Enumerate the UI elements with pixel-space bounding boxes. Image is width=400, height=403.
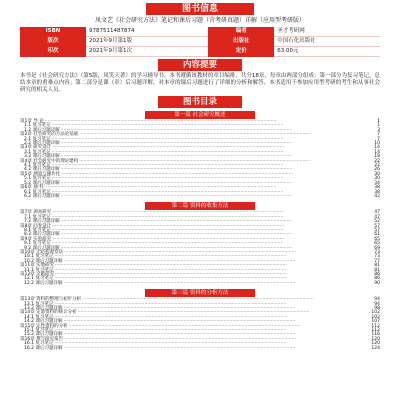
toc-page-number: 90 bbox=[374, 280, 380, 286]
toc-entry-title: 4.1 复习笔记 bbox=[24, 163, 51, 169]
toc-page-number: 107 bbox=[371, 319, 380, 325]
book-title: 凤文艺《社会研究方法》笔记和课后习题（含考研真题）详解（应用型考研版） bbox=[94, 17, 305, 24]
toc-page-number: 1 bbox=[377, 123, 380, 129]
info-label: 印次 bbox=[20, 47, 86, 57]
toc-section-row bbox=[20, 195, 380, 199]
toc-page-number: 61 bbox=[374, 232, 380, 238]
book-info-page bbox=[20, 3, 380, 351]
toc-entry-title: 3.1 复习笔记 bbox=[24, 149, 51, 155]
toc-entry-title: 4.2 课后习题详解 bbox=[24, 167, 60, 173]
toc-page-number: 112 bbox=[371, 323, 380, 329]
toc-page-number: 30 bbox=[374, 176, 380, 182]
toc-entry-title: 第2章 社会研究的方法论基础 bbox=[20, 132, 79, 138]
toc-page-number: 102 bbox=[371, 314, 380, 320]
toc-entry-title: 8.1 复习笔记 bbox=[24, 227, 51, 233]
toc-page-number: 22 bbox=[374, 158, 380, 164]
toc-part-header: 第一篇 社会研究概述 bbox=[145, 111, 255, 119]
toc-entry-title: 16.1 复习笔记 bbox=[24, 341, 54, 347]
info-label: 出版社 bbox=[208, 37, 274, 47]
toc-page-number: 98 bbox=[374, 306, 380, 312]
toc-page-number: 30 bbox=[374, 171, 380, 177]
toc-page-number: 69 bbox=[374, 245, 380, 251]
toc-leader-dots bbox=[63, 347, 370, 351]
toc-entry-title: 13.1 复习笔记 bbox=[24, 301, 54, 307]
toc-page-number: 124 bbox=[371, 345, 380, 351]
toc-page-number: 3 bbox=[377, 127, 380, 133]
toc-page-number: 57 bbox=[374, 227, 380, 233]
toc-entry-title: 15.2 课后习题详解 bbox=[24, 332, 63, 338]
toc-page-number: 10 bbox=[374, 141, 380, 147]
toc-page-number: 26 bbox=[374, 167, 380, 173]
toc-page-number: 120 bbox=[371, 341, 380, 347]
info-row bbox=[20, 27, 380, 37]
toc-page-number: 7 bbox=[377, 132, 380, 138]
table-of-contents bbox=[20, 111, 380, 351]
info-label: 定价 bbox=[208, 47, 274, 57]
toc-section-row bbox=[20, 347, 380, 351]
toc-page-number: 86 bbox=[374, 276, 380, 282]
info-label: ISBN bbox=[20, 27, 86, 37]
toc-page-number: 65 bbox=[374, 236, 380, 242]
toc-entry-title: 第1章 导 论 bbox=[20, 119, 44, 124]
toc-entry-title: 14.2 课后习题详解 bbox=[24, 319, 63, 325]
toc-entry-title: 6.2 课后习题详解 bbox=[24, 193, 60, 199]
toc-page-number: 81 bbox=[374, 263, 380, 269]
info-value: 2021年9月第1次 bbox=[86, 47, 208, 57]
info-value: 9787511487874 bbox=[86, 27, 208, 37]
info-value: 2021年9月第1版 bbox=[86, 37, 208, 47]
toc-page-number: 52 bbox=[374, 219, 380, 225]
toc-entry-title: 第14章 定量资料的统计分析 bbox=[20, 310, 77, 316]
toc-page-number: 18 bbox=[374, 154, 380, 160]
toc-entry-title: 第15章 定性资料的分析 bbox=[20, 323, 68, 329]
toc-entry-title: 第11章 实地研究 bbox=[20, 263, 55, 269]
toc-page-number: 94 bbox=[374, 297, 380, 303]
toc-page-number: 14 bbox=[374, 149, 380, 155]
toc-leader-dots bbox=[63, 282, 373, 286]
toc-entry-title: 第8章 问卷设计 bbox=[20, 223, 52, 229]
info-row bbox=[20, 37, 380, 47]
toc-entry-title: 14.1 复习笔记 bbox=[24, 314, 54, 320]
book-info-table bbox=[20, 27, 380, 57]
toc-banner: 图书目录 bbox=[158, 96, 242, 108]
info-label: 编者 bbox=[208, 27, 274, 37]
info-value: 圣才考研网 bbox=[274, 27, 380, 37]
info-label: 版次 bbox=[20, 37, 86, 47]
toc-part-header: 第二篇 资料的收集方法 bbox=[145, 202, 255, 210]
toc-page-number: 65 bbox=[374, 241, 380, 247]
info-row bbox=[20, 47, 380, 57]
toc-entry-title: 12.1 复习笔记 bbox=[24, 276, 54, 282]
toc-entry-title: 9.1 复习笔记 bbox=[24, 241, 51, 247]
toc-page-number: 73 bbox=[374, 254, 380, 260]
toc-page-number: 102 bbox=[371, 310, 380, 316]
toc-entry-title: 1.1 复习笔记 bbox=[24, 123, 51, 129]
summary-banner: 内容提要 bbox=[158, 59, 242, 71]
toc-section-row bbox=[20, 282, 380, 286]
toc-entry-title: 12.2 课后习题详解 bbox=[24, 280, 63, 286]
toc-entry-title: 2.2 课后习题详解 bbox=[24, 141, 60, 147]
toc-page-number: 42 bbox=[374, 193, 380, 199]
toc-page-number: 7 bbox=[377, 136, 380, 142]
toc-page-number: 38 bbox=[374, 185, 380, 191]
summary-text: 本书是《社会研究方法》（第5版，风笑天著）的学习辅导书。本书遵循该教材的章目编排，共分18章，每章由两部分组成：第一部分为复习笔记，总结本章的重难点内容；第二部分是课（章）后习题详解，对本章的课后习题进行了详细的分析和解答。本书适用于参加应用型考研的考生和从事社会研究的相关人员。 bbox=[20, 73, 380, 93]
toc-entry-title: 第13章 资料的整理与初步分析 bbox=[20, 297, 82, 303]
toc-entry-title: 第5章 测量与操作化 bbox=[20, 171, 61, 177]
toc-entry-title: 7.1 复习笔记 bbox=[24, 214, 51, 220]
toc-page-number: 1 bbox=[377, 119, 380, 124]
toc-entry-title: 第7章 调查研究 bbox=[20, 210, 52, 216]
toc-entry-title: 6.1 复习笔记 bbox=[24, 189, 51, 195]
toc-page-number: 47 bbox=[374, 210, 380, 216]
toc-page-number: 73 bbox=[374, 249, 380, 255]
toc-entry-title: 10.2 课后习题详解 bbox=[24, 258, 63, 264]
toc-page-number: 112 bbox=[371, 328, 380, 334]
toc-entry-title: 第3章 研究设计 bbox=[20, 145, 52, 151]
toc-page-number: 57 bbox=[374, 223, 380, 229]
toc-page-number: 81 bbox=[374, 267, 380, 273]
toc-entry-title: 15.1 复习笔记 bbox=[24, 328, 54, 334]
toc-entry-title: 11.1 复习笔记 bbox=[24, 267, 54, 273]
toc-part-header: 第三篇 资料的分析方法 bbox=[145, 289, 255, 297]
toc-entry-title: 第16章 撰写研究报告 bbox=[20, 336, 64, 342]
toc-entry-title: 第10章 无结构观察法 bbox=[20, 249, 64, 255]
toc-entry-title: 第9章 实验研究 bbox=[20, 236, 52, 242]
toc-leader-dots bbox=[61, 195, 374, 199]
toc-entry-title: 第6章 抽 样 bbox=[20, 185, 44, 191]
toc-entry-title: 10.1 复习笔记 bbox=[24, 254, 54, 260]
toc-entry-title: 第4章 社会研究中的理论建构 bbox=[20, 158, 79, 164]
toc-page-number: 22 bbox=[374, 163, 380, 169]
info-value: 63.00元 bbox=[274, 47, 380, 57]
toc-page-number: 14 bbox=[374, 145, 380, 151]
toc-page-number: 77 bbox=[374, 258, 380, 264]
toc-entry-title: 13.2 课后习题详解 bbox=[24, 306, 63, 312]
info-value: 中国石化出版社 bbox=[274, 37, 380, 47]
book-info-banner: 图书信息 bbox=[146, 3, 254, 15]
toc-page-number: 38 bbox=[374, 189, 380, 195]
toc-page-number: 86 bbox=[374, 272, 380, 277]
toc-entry-title: 9.2 课后习题详解 bbox=[24, 245, 60, 251]
toc-entry-title: 第12章 文献研究 bbox=[20, 272, 55, 277]
toc-entry-title: 16.2 课后习题详解 bbox=[24, 345, 63, 351]
toc-page-number: 120 bbox=[371, 336, 380, 342]
toc-page-number: 47 bbox=[374, 214, 380, 220]
toc-entry-title: 5.1 复习笔记 bbox=[24, 176, 51, 182]
toc-page-number: 34 bbox=[374, 180, 380, 186]
toc-entry-title: 2.1 复习笔记 bbox=[24, 136, 51, 142]
toc-page-number: 94 bbox=[374, 301, 380, 307]
toc-entry-title: 1.2 课后习题详解 bbox=[24, 127, 60, 133]
toc-entry-title: 8.2 课后习题详解 bbox=[24, 232, 60, 238]
toc-page-number: 116 bbox=[371, 332, 380, 338]
toc-entry-title: 5.2 课后习题详解 bbox=[24, 180, 60, 186]
toc-entry-title: 7.2 课后习题详解 bbox=[24, 219, 60, 225]
toc-entry-title: 3.2 课后习题详解 bbox=[24, 154, 60, 160]
